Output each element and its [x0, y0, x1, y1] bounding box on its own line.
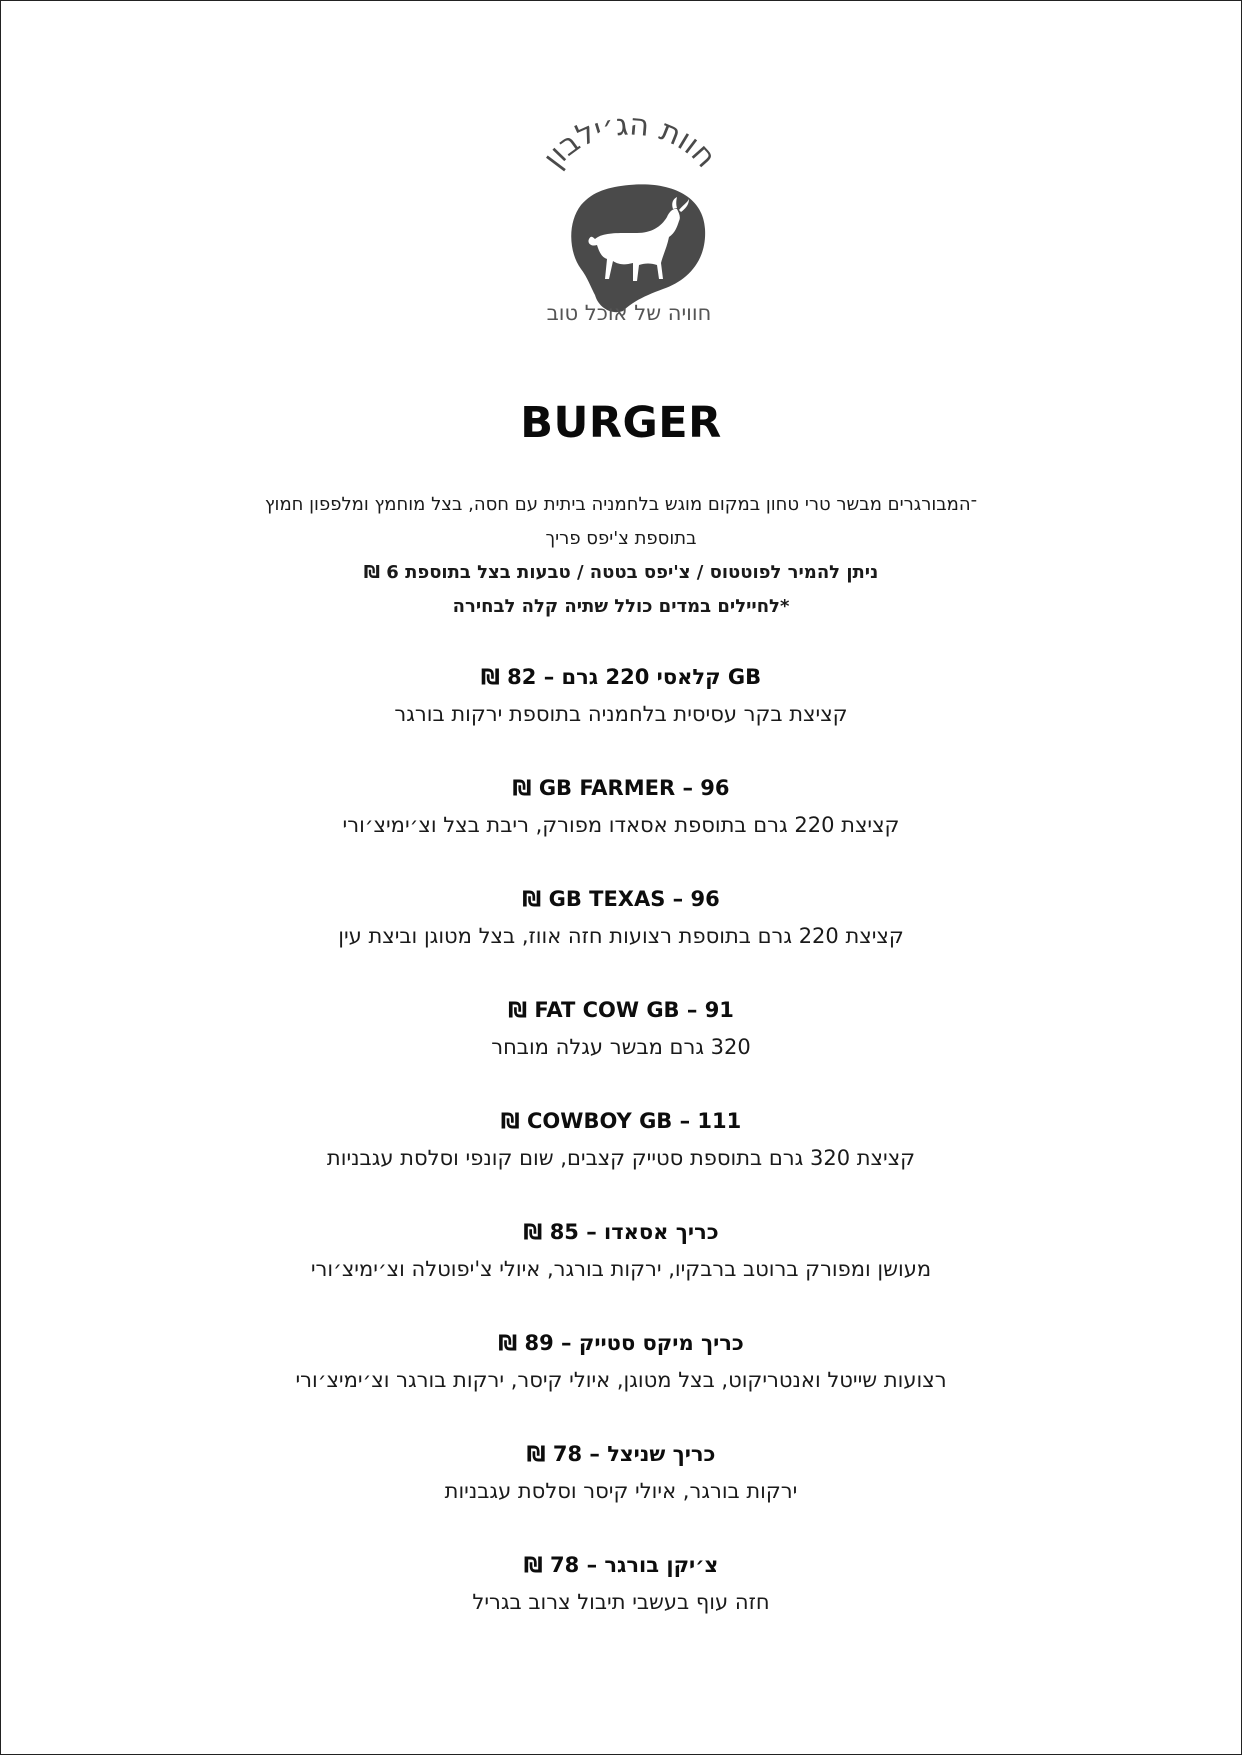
menu-item-description: ירקות בורגר, איולי קיסר וסלסת עגבניות [444, 1479, 798, 1503]
menu-item [101, 1103, 1141, 1214]
menu-item [101, 659, 1141, 770]
menu-item-description: קציצת בקר עסיסית בלחמניה בתוספת ירקות בורגר [394, 702, 848, 726]
intro-soldiers-note: *לחיילים במדים כולל שתיה קלה לבחירה [452, 596, 790, 617]
menu-item [101, 992, 1141, 1103]
menu-item-description: קציצת 220 גרם בתוספת רצועות חזה אווז, בצל מטוגן וביצת עין [338, 924, 904, 948]
menu-item-name-price: GB קלאסי 220 גרם – 82 ₪ [480, 665, 762, 689]
menu-item-list [101, 659, 1141, 1658]
menu-item-name-price: COWBOY GB – 111 ₪ [500, 1109, 742, 1133]
menu-item-description: קציצת 220 גרם בתוספת אסאדו מפורק, ריבת בצל וצ׳ימיצ׳ורי [342, 813, 900, 837]
intro-description-line: ־המבורגרים מבשר טרי טחון במקום מוגש בלחמניה ביתית עם חסה, בצל מוחמץ ומלפפון חמוץ [264, 494, 978, 515]
menu-item [101, 1547, 1141, 1658]
menu-item-description: רצועות שייטל ואנטריקוט, בצל מטוגן, איולי קיסר, ירקות בורגר וצ׳ימיצ׳ורי [295, 1368, 947, 1392]
menu-item [101, 1436, 1141, 1547]
menu-item [101, 881, 1141, 992]
menu-section-title: BURGER [520, 398, 722, 448]
intro-block [101, 488, 1141, 624]
intro-side-dish-line: בתוספת צ'יפס פריך [545, 528, 697, 549]
logo-name-text: חוות הג׳ילבון [535, 111, 724, 175]
menu-item-description: חזה עוף בעשבי תיבול צרוב בגריל [472, 1590, 770, 1614]
menu-item-name-price: GB FARMER – 96 ₪ [512, 776, 730, 800]
menu-item-description: מעושן ומפורק ברוטב ברבקיו, ירקות בורגר, איולי צ'יפוטלה וצ׳ימיצ׳ורי [310, 1257, 932, 1281]
menu-item-description: 320 גרם מבשר עגלה מובחר [491, 1035, 751, 1059]
menu-item-name-price: כריך אסאדו – 85 ₪ [523, 1220, 719, 1244]
menu-item [101, 770, 1141, 881]
menu-item-name-price: כריך מיקס סטייק – 89 ₪ [498, 1331, 744, 1355]
menu-item [101, 1325, 1141, 1436]
menu-item [101, 1214, 1141, 1325]
menu-item-description: קציצת 320 גרם בתוספת סטייק קצבים, שום קונפי וסלסת עגבניות [326, 1146, 916, 1170]
menu-item-name-price: צ׳יקן בורגר – 78 ₪ [523, 1553, 719, 1577]
intro-substitution-note: ניתן להמיר לפוטטוס / צ'יפס בטטה / טבעות בצל בתוספת 6 ₪ [363, 562, 879, 583]
logo-tagline: חוויה של אוכל טוב [546, 301, 712, 325]
menu-item-name-price: FAT COW GB – 91 ₪ [508, 998, 734, 1022]
menu-item-name-price: GB TEXAS – 96 ₪ [522, 887, 720, 911]
menu-item-name-price: כריך שניצל – 78 ₪ [526, 1442, 716, 1466]
